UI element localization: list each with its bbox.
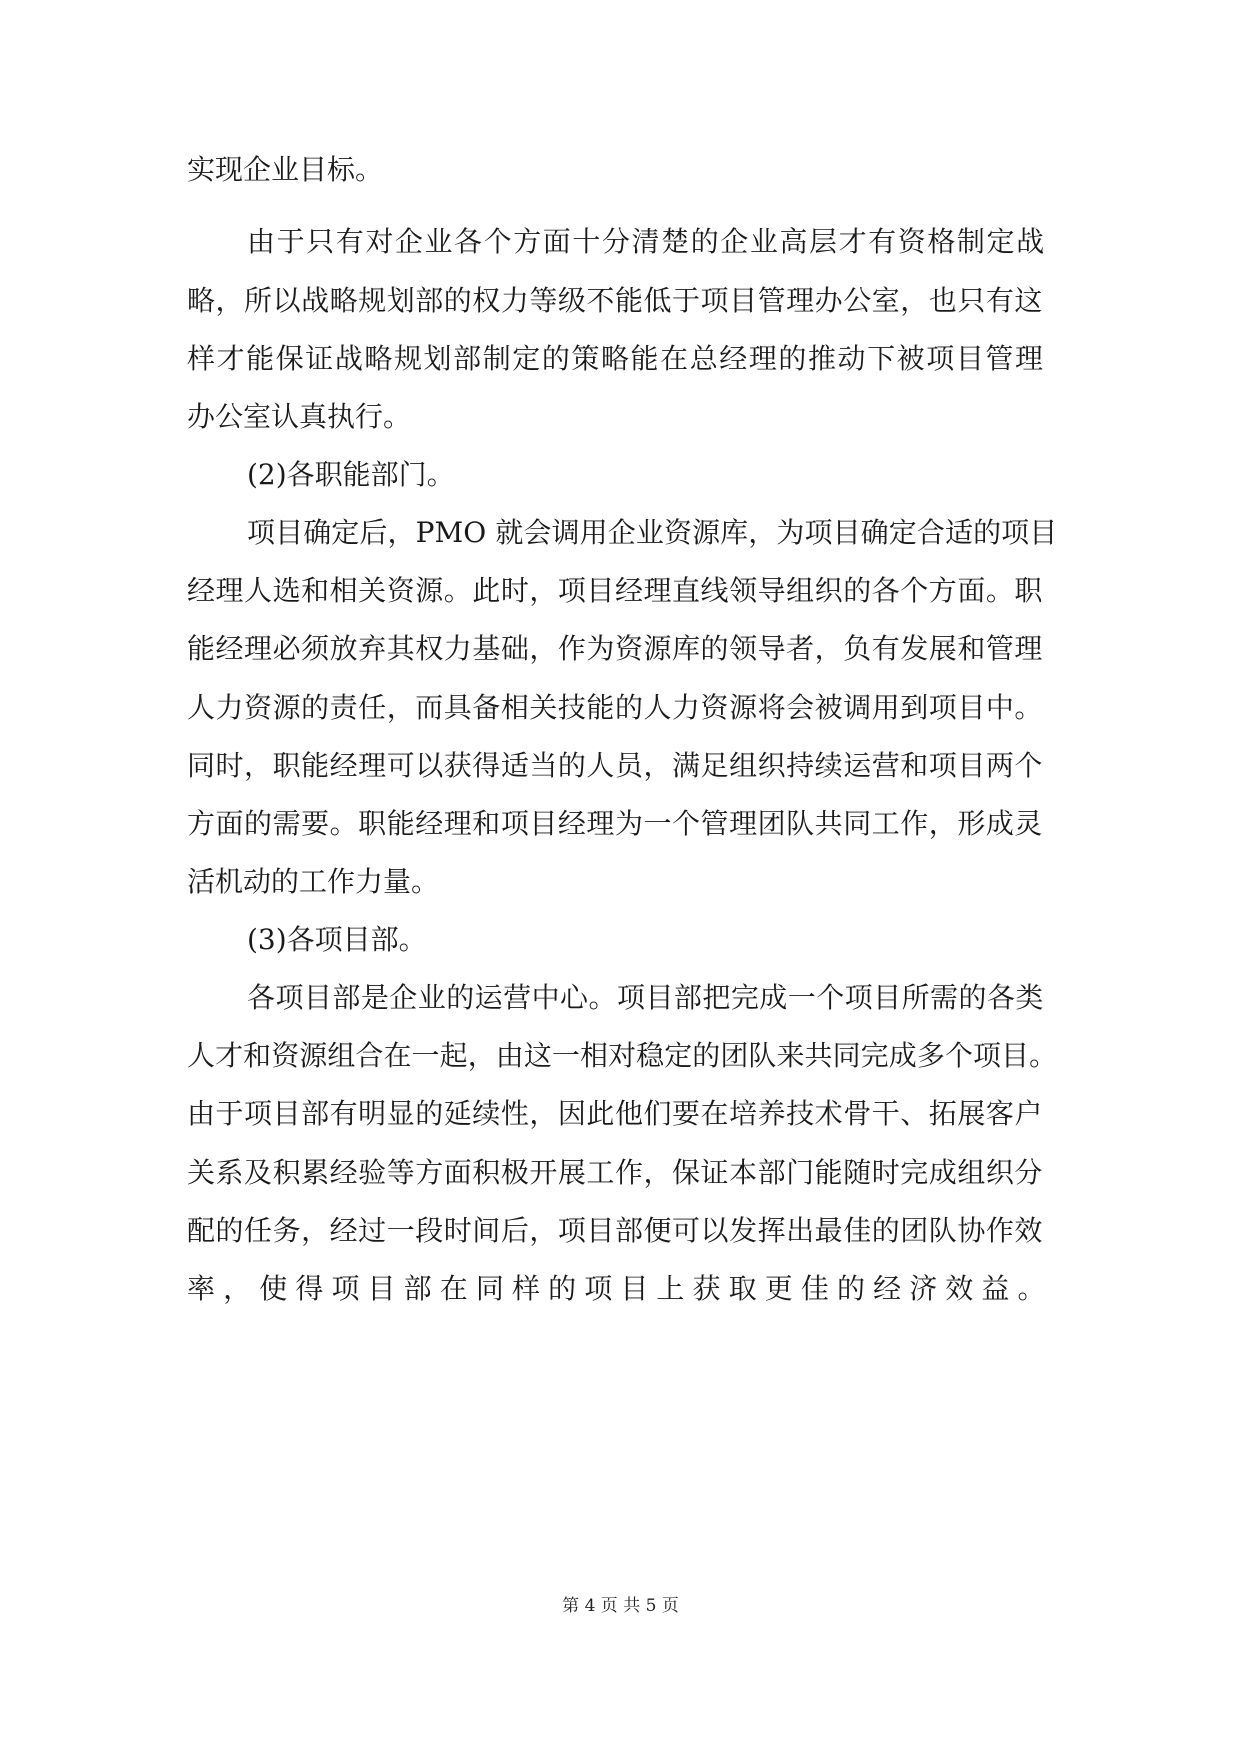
paragraph-first-line: 项目确定后，PMO 就会调用企业资源库，为项目确定合适的项目 xyxy=(247,516,1058,549)
text-line: 经理人选和相关资源。此时，项目经理直线领导组织的各个方面。职 xyxy=(187,574,1043,607)
text-line: 人才和资源组合在一起，由这一相对稳定的团队来共同完成多个项目。 xyxy=(187,1039,1058,1072)
text-line: 办公室认真执行。 xyxy=(187,400,412,433)
section-heading-2: (2)各职能部门。 xyxy=(247,458,455,491)
paragraph-first-line: 各项目部是企业的运营中心。项目部把完成一个项目所需的各类 xyxy=(247,981,1044,1014)
text-line: 能经理必须放弃其权力基础，作为资源库的领导者，负有发展和管理 xyxy=(187,632,1043,665)
page-number: 第 4 页 共 5 页 xyxy=(562,1596,679,1616)
section-heading-3: (3)各项目部。 xyxy=(247,923,427,956)
text-line: 由于项目部有明显的延续性，因此他们要在培养技术骨干、拓展客户 xyxy=(187,1097,1043,1130)
text-line: 率，使得项目部在同样的项目上获取更佳的经济效益。 xyxy=(187,1272,1054,1305)
text-line: 略，所以战略规划部的权力等级不能低于项目管理办公室，也只有这 xyxy=(187,284,1043,317)
text-line: 人力资源的责任，而具备相关技能的人力资源将会被调用到项目中。 xyxy=(187,691,1043,724)
text-line: 样才能保证战略规划部制定的策略能在总经理的推动下被项目管理 xyxy=(187,342,1045,375)
text-line: 方面的需要。职能经理和项目经理为一个管理团队共同工作，形成灵 xyxy=(187,807,1043,840)
text-line: 关系及积累经验等方面积极开展工作，保证本部门能随时完成组织分 xyxy=(187,1156,1043,1189)
paragraph-first-line: 由于只有对企业各个方面十分清楚的企业高层才有资格制定战 xyxy=(247,225,1046,258)
text-line: 活机动的工作力量。 xyxy=(187,865,440,898)
page-footer xyxy=(0,1594,1241,1618)
text-line: 实现企业目标。 xyxy=(187,153,384,186)
text-line: 配的任务，经过一段时间后，项目部便可以发挥出最佳的团队协作效 xyxy=(187,1214,1043,1247)
text-line: 同时，职能经理可以获得适当的人员，满足组织持续运营和项目两个 xyxy=(187,749,1043,782)
